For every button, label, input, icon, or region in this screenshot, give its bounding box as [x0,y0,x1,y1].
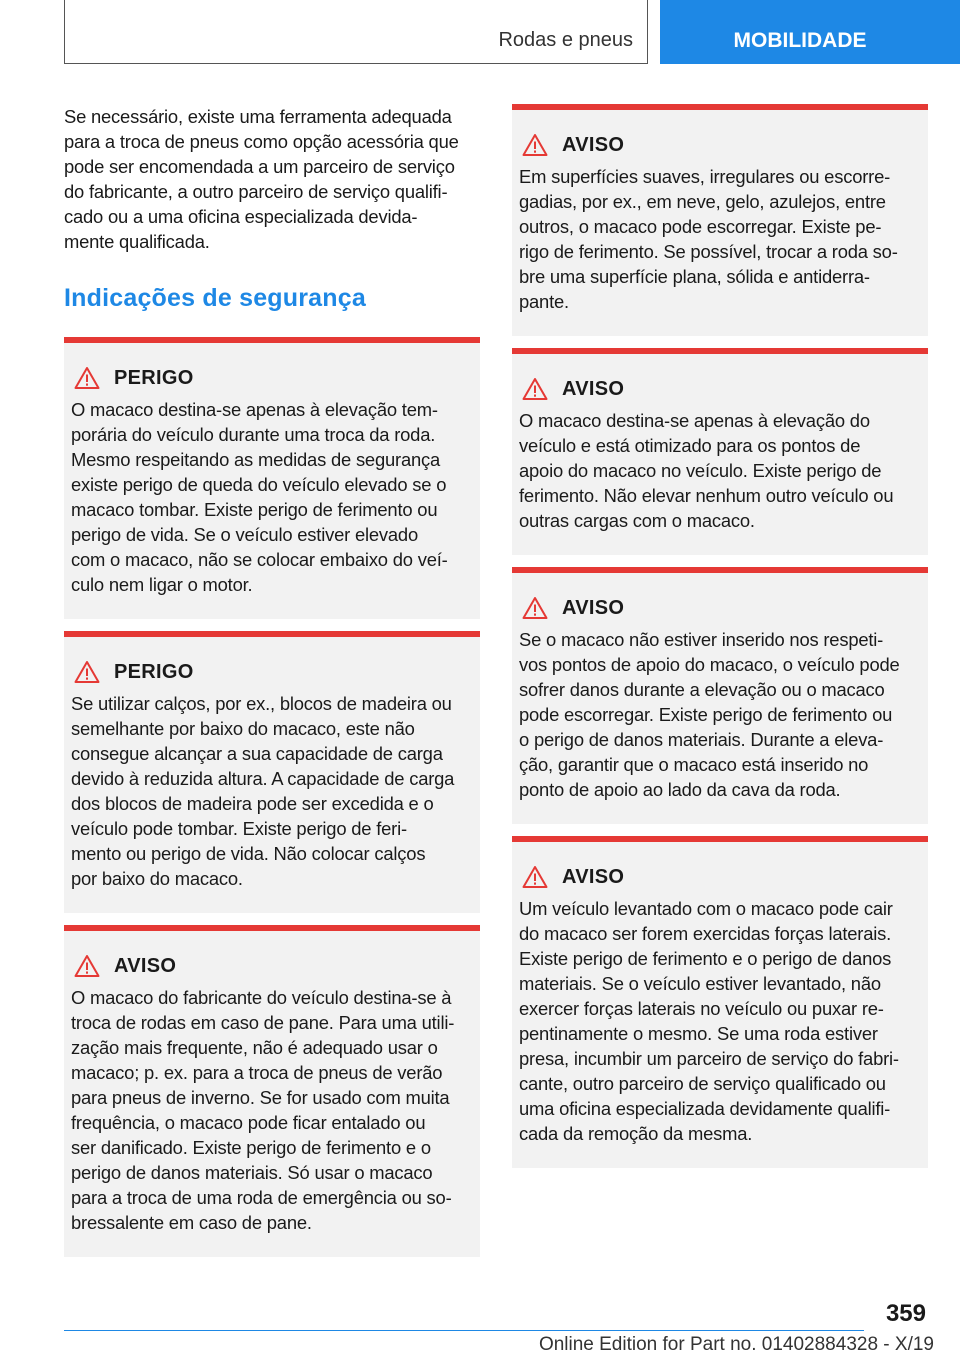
left-column [64,104,480,1269]
notice-header [519,864,922,890]
notice-label: AVISO [562,133,625,156]
intro-paragraph: Se necessário, existe uma ferramenta adequada para a troca de pneus como opção acessória que pode ser encomendada a um parceiro de serviço do fabricante, a outro parceiro de serviço qualifi‐ cado ou a uma oficina especializada devida‐ mente qualificada. [64,106,459,252]
left-notices [64,337,480,1257]
warning-triangle-icon [74,366,100,390]
header-chapter-tab [660,0,960,64]
notice-header [71,953,474,979]
notice-header [71,365,474,391]
right-column [512,104,928,1180]
notice-label: AVISO [562,596,625,619]
notice-header [519,376,922,402]
notice-text: O macaco do fabricante do veículo destina-se à troca de rodas em caso de pane. Para uma utili‐ zação mais frequente, não é adequado usar o macaco; p. ex. para a troca de pneus de verão para pneus de inverno. Se for usado com muita frequência, o macaco pode ficar entalado ou ser danificado. Existe perigo de ferimento e o perigo de danos materiais. Só usar o macaco para a troca de uma roda de emergência ou so‐ bressalente em caso de pane. [71,987,455,1233]
warning-notice [512,104,928,336]
warning-triangle-icon [522,377,548,401]
notice-header [519,595,922,621]
section-title: Indicações de segurança [64,284,366,312]
notice-text: Em superfícies suaves, irregulares ou escorre‐ gadias, por ex., em neve, gelo, azulejos, entre outros, o macaco pode escorregar. Existe pe‐ rigo de ferimento. Se possível, trocar a roda so‐ bre uma superfície plana, sólida e antiderra‐ pante. [519,166,898,312]
notice-header [71,659,474,685]
warning-triangle-icon [74,954,100,978]
header-chapter-label: MOBILIDADE [733,29,867,52]
notice-label: PERIGO [114,660,194,683]
warning-notice [512,836,928,1168]
warning-triangle-icon [522,133,548,157]
warning-notice [64,631,480,913]
notice-text: O macaco destina-se apenas à elevação tem‐ porária do veículo durante uma troca da roda. Mesmo respeitando as medidas de segurança existe perigo de queda do veículo elevado se o macaco tombar. Existe perigo de ferimento ou perigo de vida. Se o veículo estiver elevado com o macaco, não se colocar embaixo do veí‐ culo nem ligar o motor. [71,399,448,595]
notice-label: AVISO [114,954,177,977]
warning-triangle-icon [74,660,100,684]
page-number: 359 [885,1300,926,1327]
warning-notice [64,337,480,619]
header-section-title: Rodas e pneus [498,29,633,51]
warning-notice [512,567,928,824]
notice-text: Se utilizar calços, por ex., blocos de madeira ou semelhante por baixo do macaco, este não consegue alcançar a sua capacidade de carga devido à reduzida altura. A capacidade de carga dos blocos de madeira pode ser excedida e o veículo pode tombar. Existe perigo de feri‐ mento ou perigo de vida. Não colocar calços por baixo do macaco. [71,693,455,889]
right-notices [512,104,928,1168]
notice-text: O macaco destina-se apenas à elevação do veículo e está otimizado para os pontos de apoio do macaco no veículo. Existe perigo de ferimento. Não elevar nenhum outro veículo ou outras cargas com o macaco. [519,410,894,531]
warning-notice [64,925,480,1257]
notice-label: AVISO [562,865,625,888]
warning-notice [512,348,928,555]
notice-label: AVISO [562,377,625,400]
notice-text: Se o macaco não estiver inserido nos respeti‐ vos pontos de apoio do macaco, o veículo pode sofrer danos durante a elevação ou o macaco pode escorregar. Existe perigo de ferimento ou o perigo de danos materiais. Durante a eleva‐ ção, garantir que o macaco está inserido no ponto de apoio ao lado da cava da roda. [519,629,900,800]
header-section-box [64,0,648,64]
notice-text: Um veículo levantado com o macaco pode cair do macaco ser forem exercidas forças laterais. Existe perigo de ferimento e o perigo de danos materiais. Se o veículo estiver levantado, não exercer forças laterais no veículo ou puxar re‐ pentinamente o mesmo. Se uma roda estiver presa, incumbir um parceiro de serviço do fabri‐ cante, outro parceiro de serviço qualificado ou uma oficina especializada devidamente qualifi‐ cada da remoção da mesma. [519,898,899,1144]
notice-label: PERIGO [114,366,194,389]
warning-triangle-icon [522,596,548,620]
footer-rule [64,1330,864,1331]
warning-triangle-icon [522,865,548,889]
footer-edition: Online Edition for Part no. 01402884328 - X/19 [538,1334,934,1355]
notice-header [519,132,922,158]
